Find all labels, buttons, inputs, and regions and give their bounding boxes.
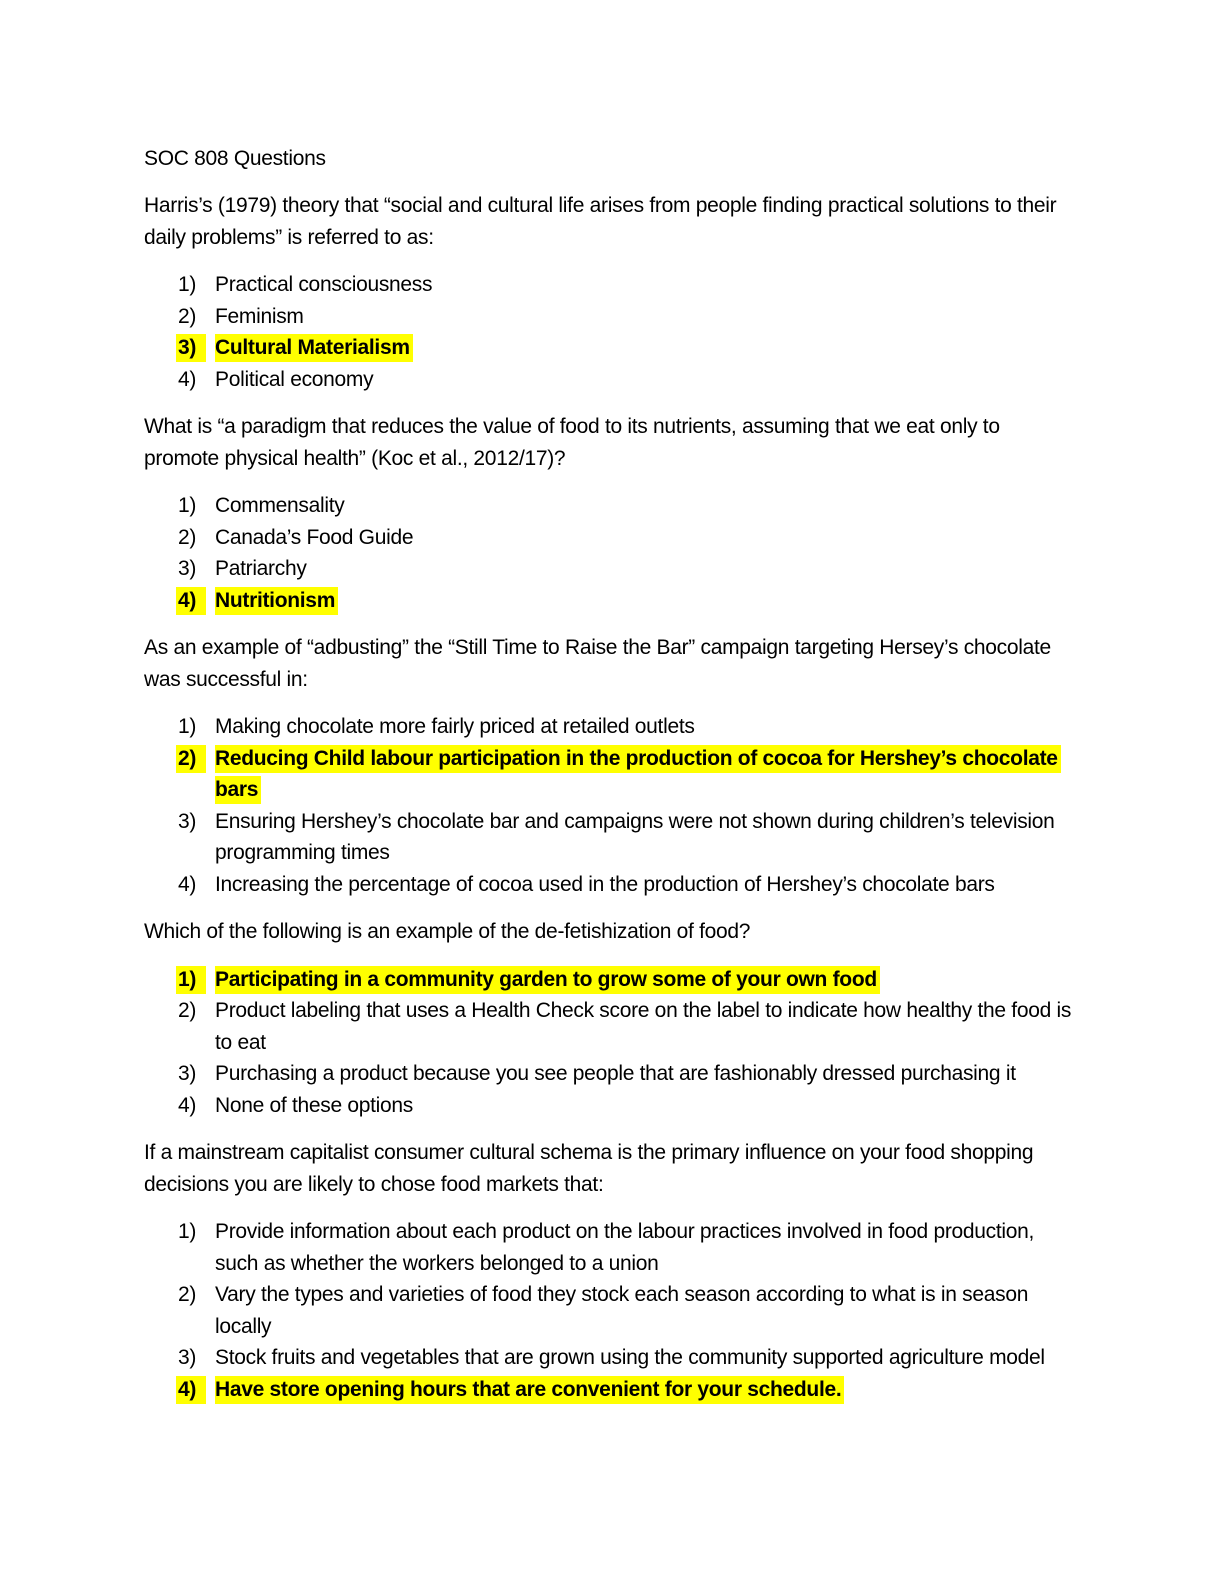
question-1 — [144, 190, 1074, 395]
option-text-label: Purchasing a product because you see people that are fashionably dressed purchasing it — [215, 1062, 1016, 1085]
option-text — [215, 553, 1074, 585]
option-number — [144, 522, 215, 554]
option-text — [215, 1279, 1074, 1342]
option-number — [144, 711, 215, 743]
option-text-label: Practical consciousness — [215, 273, 433, 296]
option-text-label: Have store opening hours that are convenient for your schedule. — [215, 1376, 844, 1404]
answer-option — [144, 490, 1074, 522]
option-text-label: Participating in a community garden to grow some of your own food — [215, 966, 880, 994]
answer-option-correct — [144, 743, 1074, 806]
option-text-label: Stock fruits and vegetables that are grown using the community supported agriculture model — [215, 1346, 1045, 1369]
option-number — [144, 995, 215, 1058]
option-text — [215, 1374, 1074, 1406]
option-list — [144, 490, 1074, 616]
option-text-label: Reducing Child labour participation in the production of cocoa for Hershey’s chocolate bars — [215, 745, 1061, 805]
answer-option-correct — [144, 964, 1074, 996]
answer-option-correct — [144, 332, 1074, 364]
option-text — [215, 332, 1074, 364]
question-list — [144, 190, 1074, 1405]
option-number-label: 2) — [178, 999, 197, 1022]
option-number — [144, 490, 215, 522]
option-text — [215, 269, 1074, 301]
option-text — [215, 1058, 1074, 1090]
answer-option — [144, 1058, 1074, 1090]
option-text-label: Canada’s Food Guide — [215, 525, 414, 549]
option-number-label: 2) — [178, 1283, 197, 1306]
answer-option — [144, 364, 1074, 396]
answer-option — [144, 806, 1074, 869]
option-number — [144, 364, 215, 396]
question-text: As an example of “adbusting” the “Still Time to Raise the Bar” campaign targeting Hersey’s chocolate was successful in: — [144, 636, 1051, 691]
option-number — [144, 585, 215, 617]
option-text — [215, 585, 1074, 617]
answer-option — [144, 522, 1074, 554]
option-text-label: Commensality — [215, 494, 345, 517]
option-number — [144, 1374, 215, 1406]
answer-option-correct — [144, 1374, 1074, 1406]
option-text — [215, 364, 1074, 396]
option-number — [144, 301, 215, 333]
option-text-label: Making chocolate more fairly priced at retailed outlets — [215, 715, 695, 738]
option-text-label: None of these options — [215, 1093, 414, 1117]
option-number-label: 3) — [176, 334, 206, 362]
option-text — [215, 522, 1074, 554]
option-number — [144, 1090, 215, 1122]
option-text — [215, 743, 1074, 806]
answer-option — [144, 711, 1074, 743]
option-text-label: Political economy — [215, 367, 374, 391]
option-number — [144, 1279, 215, 1342]
question-text: What is “a paradigm that reduces the value of food to its nutrients, assuming that we eat only to promote physical health” (Koc et al., 2012/17)? — [144, 415, 1000, 470]
question-text: Harris’s (1979) theory that “social and cultural life arises from people finding practical solutions to their daily problems” is referred to as: — [144, 194, 1057, 249]
option-text — [215, 301, 1074, 333]
option-number-label: 1) — [178, 494, 197, 517]
option-number-label: 3) — [178, 1346, 197, 1369]
option-number-label: 2) — [178, 304, 197, 328]
question-2 — [144, 411, 1074, 616]
question-3 — [144, 632, 1074, 900]
option-text — [215, 711, 1074, 743]
option-text-label: Feminism — [215, 304, 304, 328]
question-text: If a mainstream capitalist consumer cultural schema is the primary influence on your food shopping decisions you are likely to chose food markets that: — [144, 1141, 1034, 1196]
option-number-label: 4) — [176, 587, 206, 615]
option-list — [144, 711, 1074, 900]
option-number-label: 1) — [176, 966, 206, 994]
option-text-label: Patriarchy — [215, 557, 307, 580]
option-number — [144, 332, 215, 364]
document-title: SOC 808 Questions — [144, 147, 326, 170]
answer-option — [144, 995, 1074, 1058]
option-text-label: Ensuring Hershey’s chocolate bar and campaigns were not shown during children’s television programming times — [215, 809, 1055, 864]
option-number — [144, 553, 215, 585]
option-number-label: 3) — [178, 1062, 197, 1085]
option-list — [144, 1216, 1074, 1405]
option-text — [215, 1342, 1074, 1374]
option-number — [144, 1216, 215, 1279]
answer-option — [144, 301, 1074, 333]
option-text-label: Cultural Materialism — [215, 334, 413, 362]
option-text — [215, 1090, 1074, 1122]
option-number-label: 2) — [176, 745, 206, 773]
answer-option — [144, 553, 1074, 585]
answer-option — [144, 869, 1074, 901]
answer-option — [144, 1090, 1074, 1122]
option-number-label: 4) — [178, 872, 197, 896]
option-number-label: 1) — [178, 715, 197, 738]
option-text-label: Product labeling that uses a Health Check score on the label to indicate how healthy the food is to eat — [215, 999, 1072, 1054]
answer-option — [144, 1342, 1074, 1374]
option-number — [144, 869, 215, 901]
option-number-label: 4) — [178, 1093, 197, 1117]
option-number-label: 4) — [176, 1376, 206, 1404]
option-number-label: 1) — [178, 1220, 197, 1243]
answer-option — [144, 1279, 1074, 1342]
option-number — [144, 964, 215, 996]
question-5 — [144, 1137, 1074, 1405]
document-page — [144, 143, 1074, 1421]
option-text-label: Increasing the percentage of cocoa used in the production of Hershey’s chocolate bars — [215, 872, 995, 896]
option-text — [215, 490, 1074, 522]
option-number — [144, 269, 215, 301]
option-text — [215, 995, 1074, 1058]
option-number-label: 2) — [178, 525, 197, 549]
option-text-label: Vary the types and varieties of food they stock each season according to what is in season locally — [215, 1283, 1029, 1338]
option-text — [215, 806, 1074, 869]
option-text — [215, 869, 1074, 901]
option-text-label: Nutritionism — [215, 587, 338, 615]
option-text — [215, 964, 1074, 996]
option-number-label: 4) — [178, 367, 197, 391]
option-number-label: 1) — [178, 273, 197, 296]
option-number — [144, 743, 215, 806]
answer-option-correct — [144, 585, 1074, 617]
option-number — [144, 806, 215, 869]
option-number-label: 3) — [178, 809, 197, 833]
option-list — [144, 269, 1074, 395]
option-number — [144, 1058, 215, 1090]
option-text-label: Provide information about each product on the labour practices involved in food production, such as whether the workers belonged to a union — [215, 1220, 1035, 1275]
option-text — [215, 1216, 1074, 1279]
answer-option — [144, 269, 1074, 301]
option-number — [144, 1342, 215, 1374]
question-text: Which of the following is an example of the de-fetishization of food? — [144, 920, 751, 943]
option-list — [144, 964, 1074, 1122]
question-4 — [144, 916, 1074, 1121]
option-number-label: 3) — [178, 557, 197, 580]
answer-option — [144, 1216, 1074, 1279]
